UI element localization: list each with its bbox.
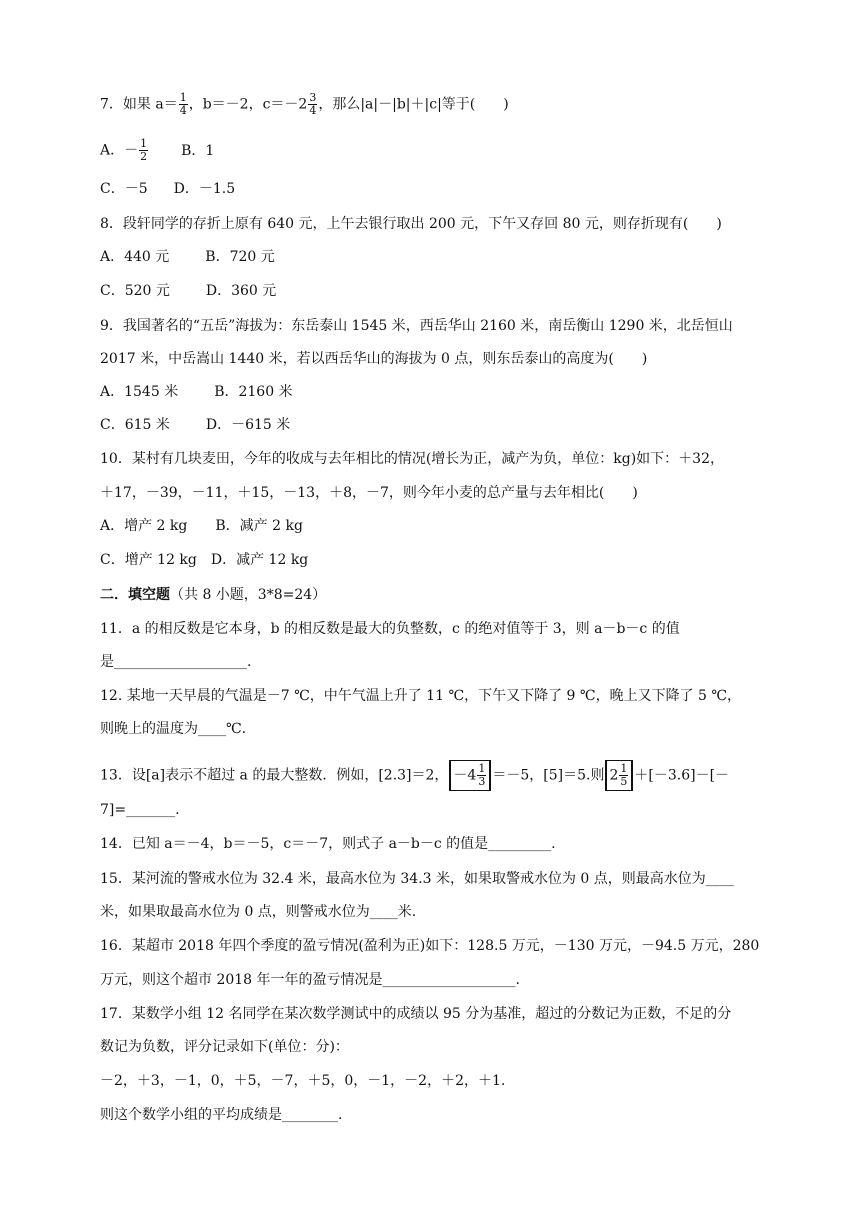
q16-stem-line-1: 16．某超市 2018 年四个季度的盈亏情况(盈利为正)如下：128.5 万元，－130 万元，－94.5 万元，280	[100, 938, 760, 954]
q13-bracket-2-fraction	[619, 763, 628, 788]
q13-bracket-2-numerator: 1	[620, 762, 628, 775]
q9-option-a: A．1545 米	[100, 384, 179, 400]
q12-stem-line-1: 12. 某地一天早晨的气温是－7 ℃，中午气温上升了 11 ℃，下午又下降了 9 ℃，晚上又下降了 5 ℃，	[100, 688, 742, 704]
q7-fraction-c-denominator: 4	[309, 104, 317, 117]
q14-stem: 14．已知 a＝－4，b＝－5，c＝－7，则式子 a－b－c 的值是_________.	[100, 836, 556, 852]
q10-options-row-2	[100, 550, 308, 570]
q10-stem-line-1: 10．某村有几块麦田，今年的收成与去年相比的情况(增长为正，减产为负，单位：kg)如下：＋32，	[100, 451, 724, 467]
q9-options-row-1	[100, 382, 293, 402]
q10-stem-line-2: ＋17，－39，－11，＋15，－13，＋8，－7，则今年小麦的总产量与去年相比( )	[100, 485, 638, 501]
q7-option-a-numerator: 1	[140, 137, 148, 150]
q17-stem-line-4: 则这个数学小组的平均成绩是________.	[100, 1107, 343, 1123]
q7-option-a	[100, 138, 149, 163]
q8-option-b: B．720 元	[205, 249, 275, 265]
q7-option-b: B．1	[181, 142, 215, 159]
q7-options-row-2	[100, 179, 235, 199]
q9-option-c: C．615 米	[100, 417, 170, 433]
q9-option-d: D．－615 米	[205, 417, 291, 433]
q11-stem-line-1: 11．a 的相反数是它本身，b 的相反数是最大的负整数，c 的绝对值等于 3，则 a－b－c 的值	[100, 621, 680, 637]
q13-text-1: 13．设[a]表示不超过 a 的最大整数．例如，[2.3]＝2，	[100, 767, 449, 784]
q7-fraction-c	[308, 92, 317, 117]
q10-option-b: B．减产 2 kg	[215, 518, 303, 534]
q8-stem: 8．段轩同学的存折上原有 640 元，上午去银行取出 200 元，下午又存回 80 元，则存折现有( )	[100, 216, 722, 232]
q7-option-c: C．－5	[100, 181, 148, 197]
q9-options-row-2	[100, 415, 290, 435]
section-2-heading	[100, 585, 326, 605]
q8-options-row-1	[100, 247, 275, 267]
q7-text-2: ，b＝－2，c＝－2	[188, 96, 308, 113]
q13-text-2: ＝－5，[5]＝5.则	[492, 767, 605, 784]
q9-stem-line-1: 9．我国著名的“五岳”海拔为：东岳泰山 1545 米，西岳华山 2160 米，南岳衡山 1290 米，北岳恒山	[100, 318, 733, 334]
q8-option-d: D．360 元	[205, 283, 277, 299]
q10-option-c: C．增产 12 kg	[100, 552, 197, 568]
q9-option-b: B．2160 米	[214, 384, 293, 400]
q13-stem-line-2: 7]=_______.	[100, 802, 180, 818]
q13-floor-bracket-1	[449, 760, 491, 791]
q7-option-a-denominator: 2	[140, 150, 148, 163]
q17-data-line: －2，＋3，－1，0，＋5，－7，＋5，0，－1，－2，＋2，＋1.	[100, 1073, 506, 1089]
q7-fraction-a	[179, 92, 188, 117]
q17-stem-line-2: 数记为负数，评分记录如下(单位：分)：	[100, 1039, 349, 1055]
q13-text-3: ＋[－3.6]－[－	[634, 767, 730, 784]
q7-option-d: D．－1.5	[173, 181, 236, 197]
q10-options-row-1	[100, 516, 303, 536]
q13-bracket-2-denominator: 5	[620, 775, 628, 788]
q12-stem-line-2: 则晚上的温度为____℃.	[100, 721, 247, 737]
q10-option-a: A．增产 2 kg	[100, 518, 188, 534]
q7-fraction-c-numerator: 3	[309, 91, 317, 104]
section-2-title: 二．填空题	[100, 587, 170, 603]
q13-bracket-2-whole: 2	[609, 767, 619, 784]
q7-option-a-fraction	[139, 138, 148, 163]
q13-bracket-1-fraction	[477, 763, 486, 788]
q17-stem-line-1: 17．某数学小组 12 名同学在某次数学测试中的成绩以 95 分为基准，超过的分数记为正数，不足的分	[100, 1006, 732, 1022]
q13-bracket-1-numerator: 1	[478, 762, 486, 775]
q10-option-d: D．减产 12 kg	[210, 552, 309, 568]
q16-stem-line-2: 万元，则这个超市 2018 年一年的盈亏情况是___________________.	[100, 972, 520, 988]
q15-stem-line-1: 15．某河流的警戒水位为 32.4 米，最高水位为 34.3 米，如果取警戒水位为 0 点，则最高水位为____	[100, 871, 734, 887]
q7-fraction-a-numerator: 1	[179, 91, 187, 104]
q7-options-row-1	[100, 138, 214, 163]
q13-bracket-1-whole: －4	[453, 767, 477, 784]
q7-stem	[100, 92, 509, 117]
q15-stem-line-2: 米，如果取最高水位为 0 点，则警戒水位为____米.	[100, 904, 417, 920]
q13-bracket-1-denominator: 3	[478, 775, 486, 788]
q7-fraction-a-denominator: 4	[179, 104, 187, 117]
q7-text-3: ，那么|a|－|b|＋|c|等于( )	[318, 96, 509, 113]
q8-option-a: A．440 元	[100, 249, 170, 265]
q8-options-row-2	[100, 281, 276, 301]
q7-option-a-label: A．－	[100, 142, 139, 159]
q13-stem-line-1	[100, 760, 729, 791]
q8-option-c: C．520 元	[100, 283, 170, 299]
q9-stem-line-2: 2017 米，中岳嵩山 1440 米，若以西岳华山的海拔为 0 点，则东岳泰山的高度为( )	[100, 351, 648, 367]
section-2-note: （共 8 小题，3*8=24）	[170, 587, 327, 603]
q13-floor-bracket-2	[605, 760, 633, 791]
q7-text-1: 7．如果 a＝	[100, 96, 178, 113]
q11-stem-line-2: 是___________________.	[100, 654, 252, 670]
